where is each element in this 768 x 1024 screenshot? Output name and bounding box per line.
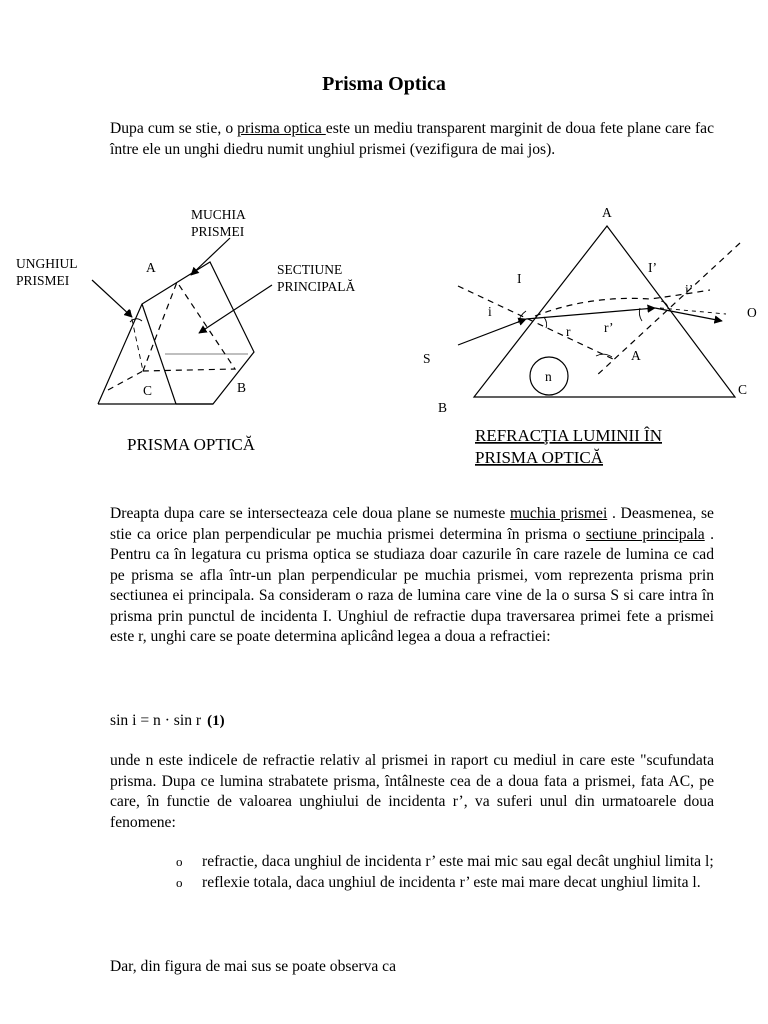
arc-r-prime	[639, 308, 642, 321]
label-point-i: I	[517, 271, 522, 286]
refracted-ray	[526, 308, 655, 319]
arrow-muchia	[191, 238, 230, 275]
caption-right-1: REFRACŢIA LUMINII ÎN	[475, 426, 662, 445]
list-item	[170, 873, 714, 894]
phenomena-list	[170, 852, 714, 893]
label-index-n: n	[545, 369, 552, 384]
arrow-sectiune	[199, 285, 272, 333]
intro-text-before: Dupa cum se stie, o	[110, 120, 238, 137]
prism-figures	[0, 195, 768, 475]
label-angle-i-prime: i’	[685, 282, 694, 297]
label-point-i-prime: I’	[648, 260, 657, 275]
label-muchia-1: MUCHIA	[191, 207, 246, 222]
list-item	[170, 852, 714, 873]
intro-text-after: este un mediu transparent marginit de doua fete plane care fac între ele un unghi diedru numit unghiul prismei (vezifigura de mai jos).	[110, 120, 714, 158]
muchia-prismei-link[interactable]: muchia prismei	[509, 505, 608, 522]
normal-at-i	[458, 286, 613, 359]
p2-text-3: . Pentru ca în legatura cu prisma optica se studiaza doar cazurile în care razele de lumina ce cad pe prisma se afla într-un plan perpendicular pe muchia prismei, vom reprezenta prisma prin sectiunea ei principala. Sa consideram o raza de lumina care vine de la o sursa S si care intra în prisma prin punctul de incidenta I. Unghiul de refractie dupa traversarea primei fete a prismei este r, unghi care se poate determina aplicând legea a doua a refractiei:	[110, 525, 714, 645]
definition-paragraph	[110, 504, 714, 648]
vertex-b-right: B	[438, 400, 448, 415]
page-title: Prisma Optica	[322, 73, 446, 95]
incident-ray	[458, 319, 526, 345]
label-angle-a: A	[631, 348, 641, 363]
vertex-b-left: B	[237, 380, 247, 395]
label-muchia-2: PRISMEI	[191, 224, 245, 239]
list-item-text: reflexie totala, daca unghiul de incidenta r’ este mai mare decat unghiul limita l.	[202, 873, 701, 891]
label-unghiul-2: PRISMEI	[16, 273, 70, 288]
label-sectiune-2: PRINCIPALĂ	[277, 279, 356, 294]
phenomena-paragraph: unde n este indicele de refractie relativ al prismei in raport cu mediul in care este "scufundata prisma. Dupa ce lumina strabatete prisma, întâlneste cea de a doua fata a prismei, fata AC, pe care, în functie de valoarea unghiului de incidenta r’, va suferi unul din urmatoarele doua fenomene:	[110, 752, 714, 831]
closing-paragraph: Dar, din figura de mai sus se poate observa ca	[110, 958, 397, 975]
arc-a	[596, 354, 612, 357]
vertex-a-left: A	[146, 260, 156, 275]
bullet-glyph: o	[176, 854, 183, 869]
vertex-c-left: C	[143, 383, 153, 398]
caption-left: PRISMA OPTICĂ	[127, 435, 256, 454]
list-item-text: refractie, daca unghiul de incidenta r’ este mai mic sau egal decât unghiul limita l;	[202, 853, 714, 870]
p2-text-2: . Deasmenea, se stie ca orice plan perpendicular pe muchia prismei determina în prisma o	[110, 505, 714, 543]
sectiune-principala-link[interactable]: sectiune principala	[585, 525, 705, 543]
arc-r	[544, 317, 547, 328]
label-output-o: O	[747, 305, 757, 320]
label-sectiune-1: SECTIUNE	[277, 262, 343, 277]
refraction-formula	[110, 712, 225, 730]
hidden-edge-left	[108, 371, 143, 390]
label-angle-r: r	[566, 324, 571, 339]
vertex-a-right: A	[602, 205, 612, 220]
bullet-glyph: o	[176, 874, 183, 890]
label-unghiul-1: UNGHIUL	[16, 256, 78, 271]
refraction-diagram	[458, 226, 740, 397]
formula-text: sin i = n · sin r	[110, 712, 202, 729]
equation-number: (1)	[207, 713, 225, 729]
emergent-ray	[655, 308, 722, 321]
vertex-c-right: C	[738, 382, 748, 397]
refraction-labels	[423, 205, 757, 467]
label-angle-r-prime: r’	[604, 320, 614, 335]
p2-text-1: Dreapta dupa care se intersecteaza cele doua plane se numeste	[110, 505, 510, 522]
intro-paragraph	[110, 119, 714, 160]
prisma-optica-link[interactable]: prisma optica	[237, 120, 326, 137]
arrow-unghiul	[92, 280, 132, 317]
label-source-s: S	[423, 351, 431, 366]
label-angle-i: i	[488, 304, 492, 319]
prism-3d-labels	[16, 207, 356, 454]
ray-extension	[535, 290, 710, 316]
caption-right-2: PRISMA OPTICĂ	[475, 448, 604, 467]
